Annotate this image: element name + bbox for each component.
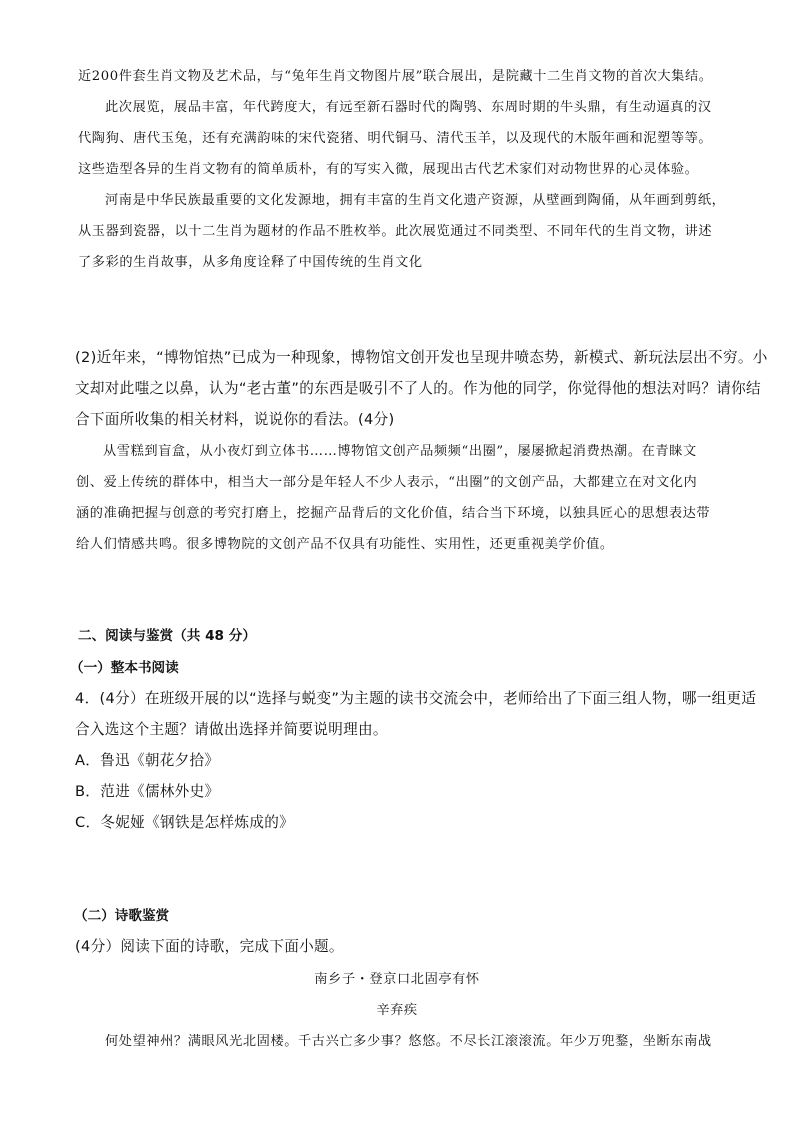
material-line: 创、爱上传统的群体中，相当大一部分是年轻人不少人表示，“出圈”的文创产品，大都建立在对文化内 — [76, 475, 698, 490]
passage-line: 从玉器到瓷器，以十二生肖为题材的作品不胜枚举。此次展览通过不同类型、不同年代的生肖文物，讲述 — [78, 224, 713, 239]
question-2-line: 合下面所收集的相关材料，说说你的看法。(4分) — [75, 411, 395, 428]
option-b: B．范进《儒林外史》 — [75, 783, 220, 800]
material-line: 给人们情感共鸣。很多博物院的文创产品不仅具有功能性、实用性，还更重视美学价值。 — [76, 537, 614, 552]
passage-line: 近200件套生肖文物及艺术品，与“兔年生肖文物图片展”联合展出，是院藏十二生肖文物的首次大集结。 — [78, 69, 713, 84]
question-4-line: 4．(4分）在班级开展的以“选择与蜕变”为主题的读书交流会中，老师给出了下面三组人物，哪一组更适 — [75, 690, 757, 707]
poem-author: 辛弃疾 — [376, 1003, 418, 1018]
passage-line: 了多彩的生肖故事，从多角度诠释了中国传统的生肖文化 — [78, 255, 423, 270]
subsection-2-heading: （二）诗歌鉴赏 — [74, 908, 170, 924]
option-a: A．鲁迅《朝花夕拾》 — [75, 752, 220, 769]
poem-question-intro: (4分）阅读下面的诗歌，完成下面小题。 — [75, 938, 344, 955]
poem-title: 南乡子・登京口北固亭有怀 — [314, 972, 480, 987]
question-2-line: (2)近年来，“博物馆热”已成为一种现象，博物馆文创开发也呈现井喷态势，新模式、新玩法层出不穷。小 — [75, 349, 768, 366]
poem-line: 何处望神州？满眼风光北固楼。千古兴亡多少事？悠悠。不尽长江滚滚流。年少万兜鍪，坐断东南战 — [105, 1034, 712, 1049]
option-c: C．冬妮娅《钢铁是怎样炼成的》 — [75, 814, 295, 831]
material-line: 涵的准确把握与创意的考究打磨上，挖掘产品背后的文化价值，结合当下环境，以独具匠心的思想表达带 — [76, 506, 711, 521]
passage-line: 河南是中华民族最重要的文化发源地，拥有丰富的生肖文化遗产资源，从壁画到陶俑，从年画到剪纸， — [105, 193, 726, 208]
question-2-line: 文却对此嗤之以鼻，认为“老古董”的东西是吸引不了人的。作为他的同学，你觉得他的想法对吗？请你结 — [75, 380, 761, 397]
passage-line: 此次展览，展品丰富，年代跨度大，有远至新石器时代的陶鸮、东周时期的牛头鼎，有生动逼真的汉 — [105, 100, 712, 115]
material-line: 从雪糕到盲盒，从小夜灯到立体书……博物馆文创产品频频“出圈”，屡屡掀起消费热潮。在青睐文 — [103, 444, 697, 459]
subsection-1-heading: （一）整本书阅读 — [70, 660, 179, 676]
passage-line: 代陶狗、唐代玉兔，还有充满韵味的宋代瓷猪、明代铜马、清代玉羊，以及现代的木版年画和泥塑等等。 — [78, 131, 713, 146]
question-4-line: 合入选这个主题？请做出选择并简要说明理由。 — [75, 721, 388, 738]
section-2-heading: 二、阅读与鉴赏（共 48 分） — [78, 628, 256, 644]
passage-line: 这些造型各异的生肖文物有的简单质朴，有的写实入微，展现出古代艺术家们对动物世界的心灵体验。 — [78, 162, 699, 177]
